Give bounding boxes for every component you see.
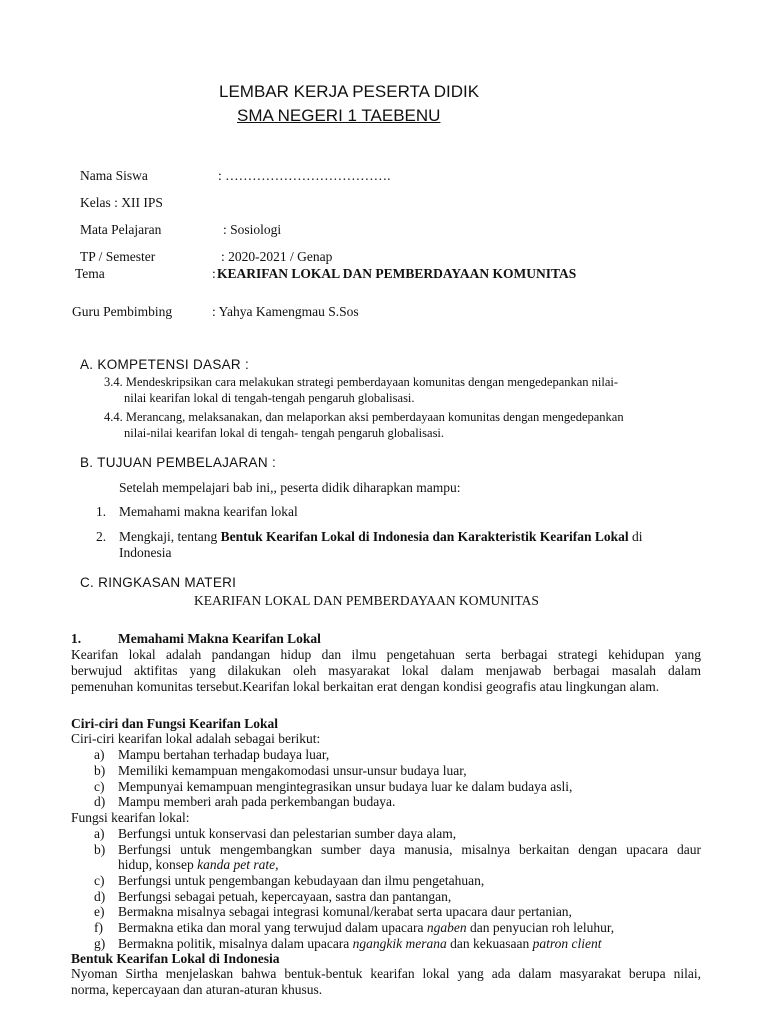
section-b-title: B. TUJUAN PEMBELAJARAN : xyxy=(80,455,276,470)
tema-value: KEARIFAN LOKAL DAN PEMBERDAYAAN KOMUNITAS xyxy=(217,266,577,281)
nama-value: : ………………………………. xyxy=(218,168,391,183)
tujuan-2-text-cont: Indonesia xyxy=(119,545,172,560)
bentuk-paragraph-line1: Nyoman Sirtha menjelaskan bahwa bentuk-bentuk kearifan lokal yang ada dalam masyarakat berupa nilai, xyxy=(71,966,701,981)
mapel-value: : Sosiologi xyxy=(223,222,282,237)
section-c-subtitle: KEARIFAN LOKAL DAN PEMBERDAYAAN KOMUNITAS xyxy=(194,593,539,608)
tp-label: TP / Semester xyxy=(80,249,156,264)
fungsi-item-a-marker: a) xyxy=(94,826,105,841)
tujuan-2-text: Mengkaji, tentang Bentuk Kearifan Lokal di Indonesia dan Karakteristik Kearifan Lokal di xyxy=(119,529,643,544)
worksheet-title: LEMBAR KERJA PESERTA DIDIK xyxy=(219,82,480,101)
tp-value: : 2020-2021 / Genap xyxy=(221,249,333,264)
fungsi-item-e-marker: e) xyxy=(94,904,105,919)
fungsi-item-b-marker: b) xyxy=(94,842,106,857)
fungsi-intro: Fungsi kearifan lokal: xyxy=(71,810,190,825)
kd-3-4-line1: 3.4. Mendeskripsikan cara melakukan strategi pemberdayaan komunitas dengan mengedepankan nilai- xyxy=(104,375,619,389)
ciri-item-b-text: Memiliki kemampuan mengakomodasi unsur-unsur budaya luar, xyxy=(118,763,467,778)
fungsi-item-f-text: Bermakna etika dan moral yang terwujud dalam upacara ngaben dan penyucian roh leluhur, xyxy=(118,920,615,935)
ciri-item-d-marker: d) xyxy=(94,794,106,809)
bentuk-paragraph-line2: norma, kepercayaan dan aturan-aturan khusus. xyxy=(71,982,323,997)
kd-4-4-line2: nilai-nilai kearifan lokal di tengah- tengah pengaruh globalisasi. xyxy=(124,426,445,440)
tujuan-2-number: 2. xyxy=(96,529,107,544)
fungsi-item-c-marker: c) xyxy=(94,873,105,888)
ciri-item-b-marker: b) xyxy=(94,763,106,778)
guru-label: Guru Pembimbing xyxy=(72,304,173,319)
tujuan-1-number: 1. xyxy=(96,504,107,519)
materi-1-number: 1. xyxy=(71,631,82,646)
fungsi-item-d-marker: d) xyxy=(94,889,106,904)
fungsi-item-c-text: Berfungsi untuk pengembangan kebudayaan dan ilmu pengetahuan, xyxy=(118,873,485,888)
ciri-fungsi-heading: Ciri-ciri dan Fungsi Kearifan Lokal xyxy=(71,716,279,731)
materi-1-heading: Memahami Makna Kearifan Lokal xyxy=(118,631,321,646)
kd-3-4-line2: nilai kearifan lokal di tengah-tengah pengaruh globalisasi. xyxy=(124,391,415,405)
tema-label: Tema xyxy=(75,266,105,281)
school-name: SMA NEGERI 1 TAEBENU xyxy=(237,106,441,125)
kelas-text: Kelas : XII IPS xyxy=(80,195,163,210)
mapel-label: Mata Pelajaran xyxy=(80,222,162,237)
tema-colon: : xyxy=(212,266,216,281)
fungsi-item-f-marker: f) xyxy=(94,920,103,935)
tujuan-intro: Setelah mempelajari bab ini,, peserta didik diharapkan mampu: xyxy=(119,480,461,495)
ciri-item-c-text: Mempunyai kemampuan mengintegrasikan unsur budaya luar ke dalam budaya asli, xyxy=(118,779,573,794)
guru-value: : Yahya Kamengmau S.Sos xyxy=(212,304,359,319)
section-c-title: C. RINGKASAN MATERI xyxy=(80,575,237,590)
fungsi-item-d-text: Berfungsi sebagai petuah, kepercayaan, sastra dan pantangan, xyxy=(118,889,452,904)
bentuk-heading: Bentuk Kearifan Lokal di Indonesia xyxy=(71,951,280,966)
ciri-item-d-text: Mampu memberi arah pada perkembangan budaya. xyxy=(118,794,396,809)
materi-1-paragraph-line1: Kearifan lokal adalah pandangan hidup dan ilmu pengetahuan serta berbagai strategi kehidupan yang xyxy=(71,647,701,662)
ciri-intro: Ciri-ciri kearifan lokal adalah sebagai berikut: xyxy=(71,731,321,746)
kd-4-4-line1: 4.4. Merancang, melaksanakan, dan melaporkan aksi pemberdayaan komunitas dengan mengedepankan xyxy=(104,410,624,424)
fungsi-item-a-text: Berfungsi untuk konservasi dan pelestarian sumber daya alam, xyxy=(118,826,457,841)
section-a-title: A. KOMPETENSI DASAR : xyxy=(80,357,250,372)
ciri-item-a-marker: a) xyxy=(94,747,105,762)
materi-1-paragraph-line3: pemenuhan komunitas tersebut.Kearifan lokal berkaitan erat dengan kondisi geografis atau lingkungan alam. xyxy=(71,679,660,694)
tujuan-1-text: Memahami makna kearifan lokal xyxy=(119,504,298,519)
fungsi-item-g-text: Bermakna politik, misalnya dalam upacara ngangkik merana dan kekuasaan patron client xyxy=(118,936,602,951)
fungsi-item-g-marker: g) xyxy=(94,936,106,951)
ciri-item-a-text: Mampu bertahan terhadap budaya luar, xyxy=(118,747,330,762)
fungsi-item-e-text: Bermakna misalnya sebagai integrasi komunal/kerabat serta upacara daur pertanian, xyxy=(118,904,572,919)
nama-label: Nama Siswa xyxy=(80,168,148,183)
materi-1-paragraph-line2: berwujud aktifitas yang dilakukan oleh masyarakat lokal dalam menjawab berbagai masalah dalam xyxy=(71,663,701,678)
fungsi-item-b-text-cont: hidup, konsep kanda pet rate, xyxy=(118,857,279,872)
ciri-item-c-marker: c) xyxy=(94,779,105,794)
fungsi-item-b-text: Berfungsi untuk mengembangkan sumber daya manusia, misalnya berkaitan dengan upacara daur xyxy=(118,842,701,857)
